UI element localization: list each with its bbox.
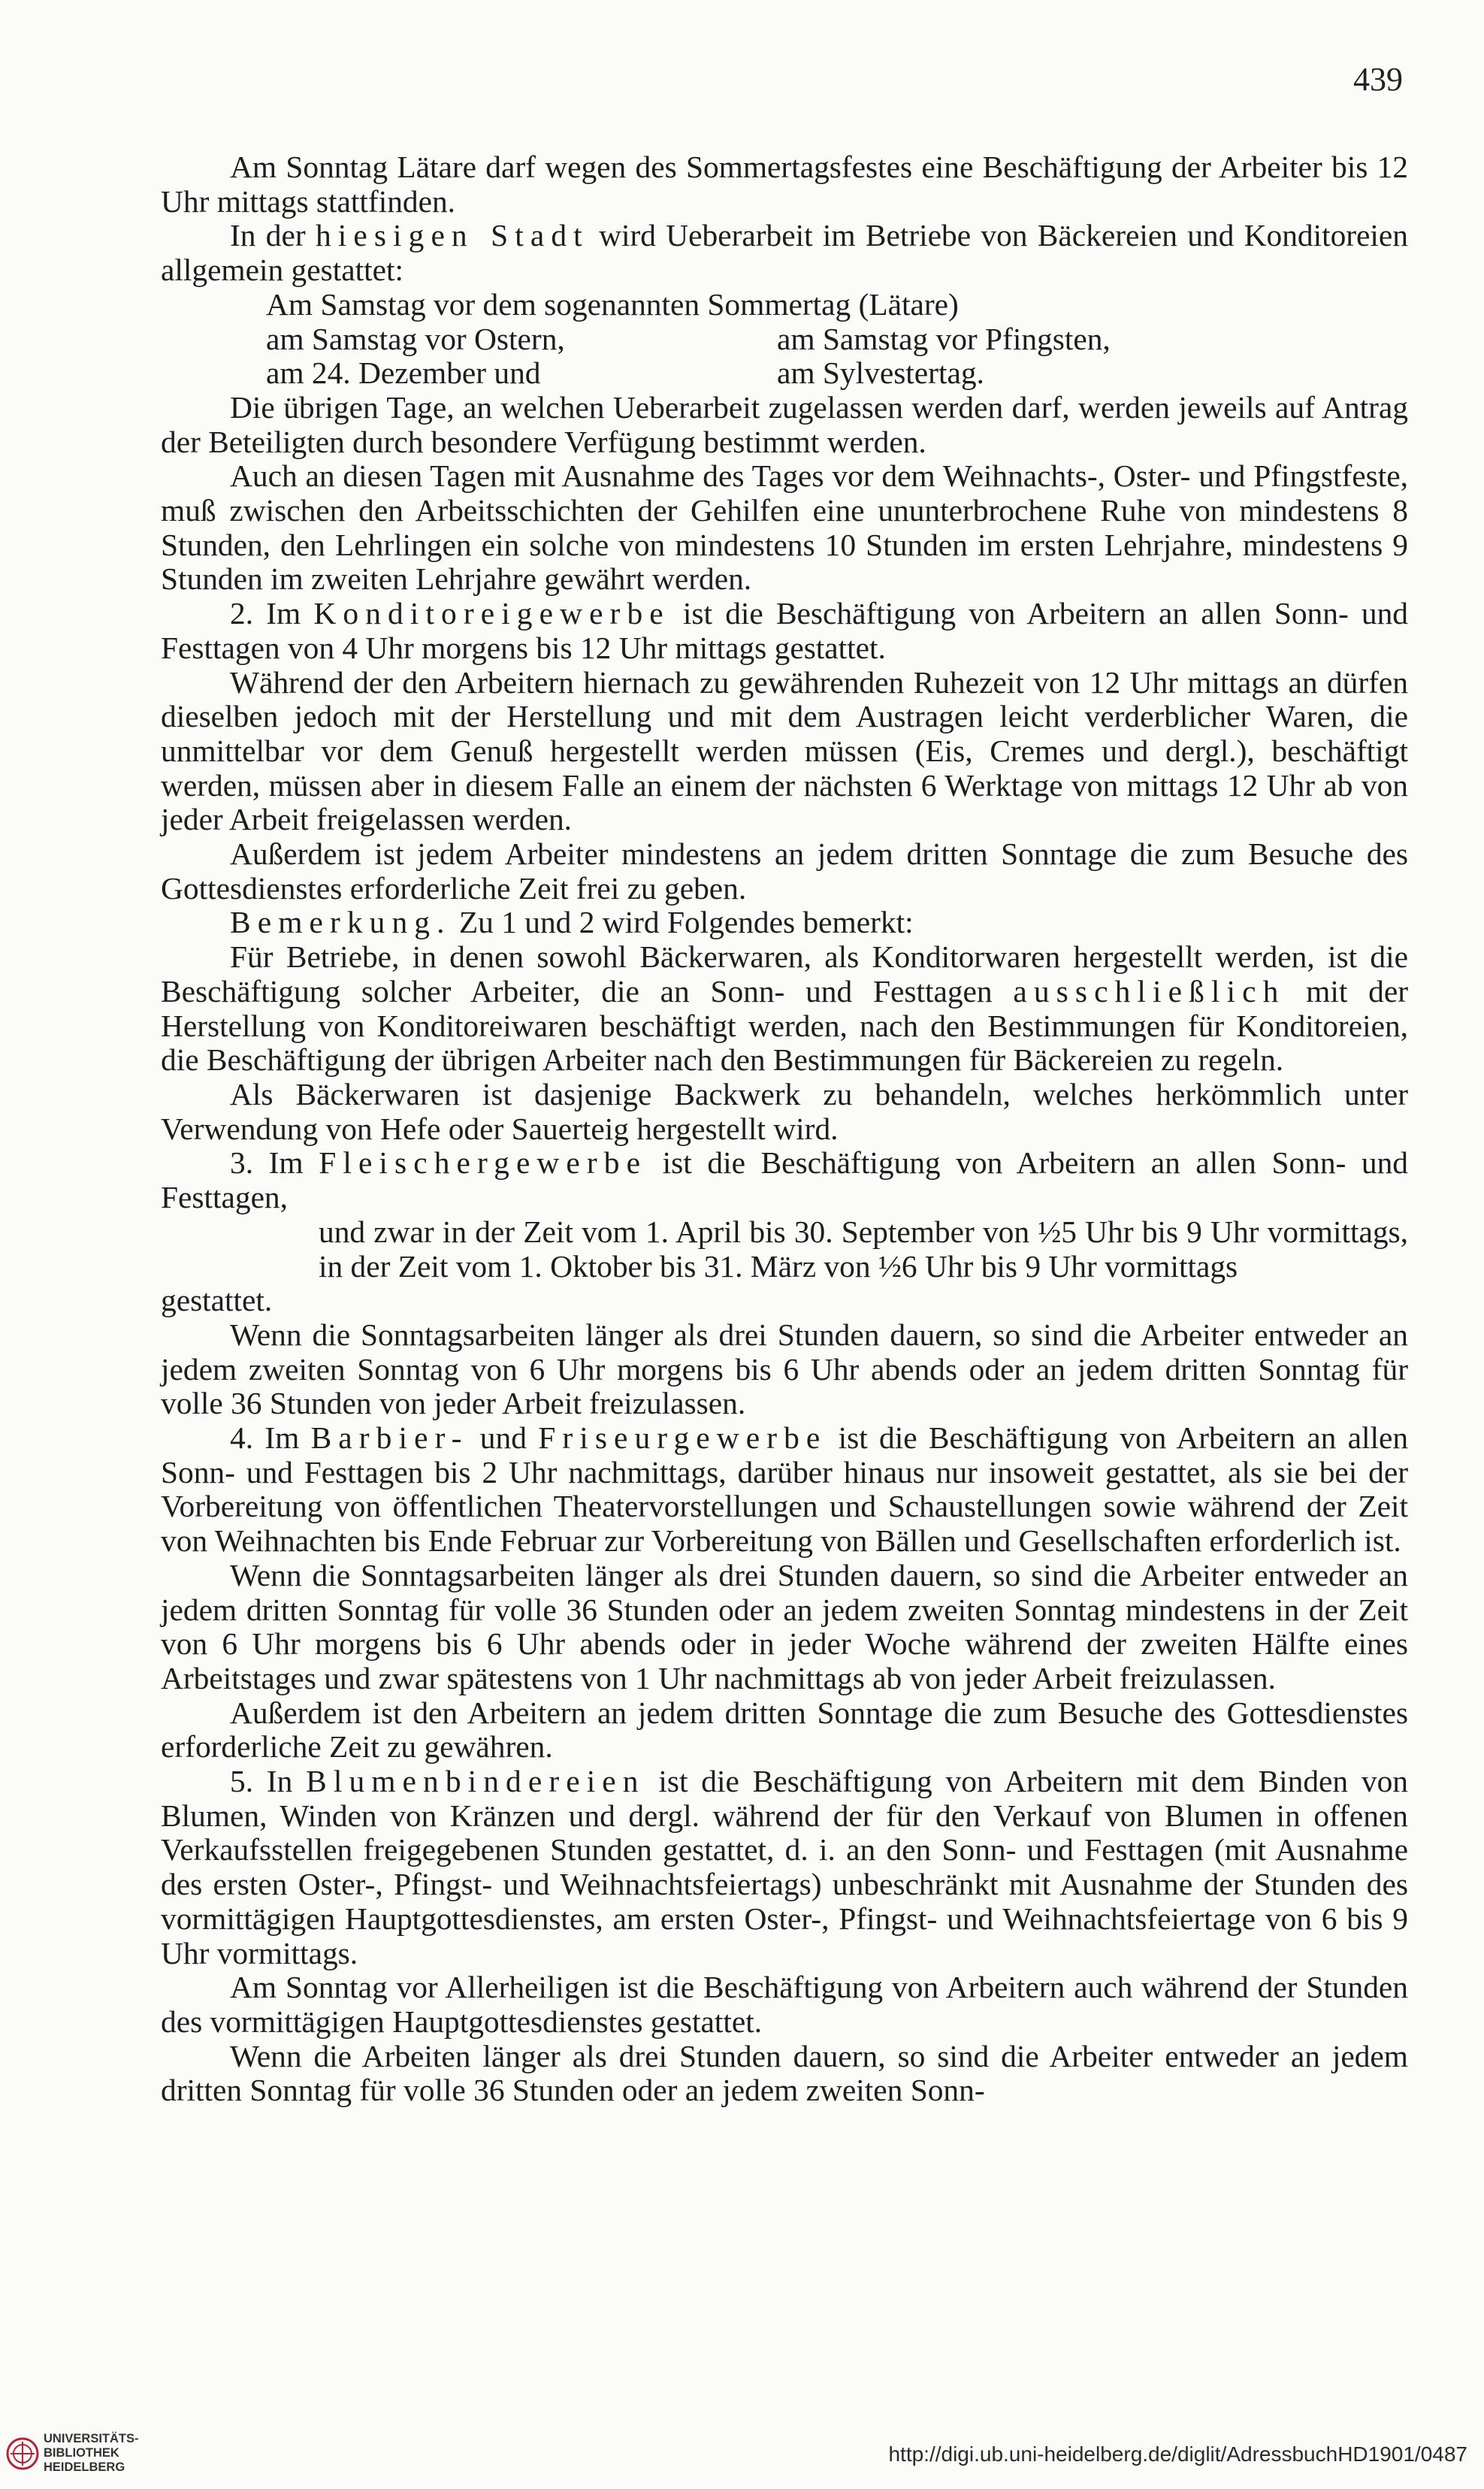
library-name-line: UNIVERSITÄTS- bbox=[44, 2432, 139, 2445]
spaced-term-konditoreigewerbe: Konditoreigewerbe bbox=[313, 596, 670, 631]
text-run: Zu 1 und 2 wird Folgendes bemerkt: bbox=[451, 905, 914, 940]
text-run: ist die Beschäftigung von Arbeitern an allen Sonn- und Festtagen bis 2 Uhr nachmittags, darüber hinaus nur insoweit gestattet, als sie bei der Vorbereitung von öffentlichen Theatervorstellungen und Schaustellungen sowie während der Zeit von Weihnachten bis Ende Februar zur Vorbereitung von Bällen und Gesellschaften erforderlich ist. bbox=[161, 1420, 1409, 1559]
library-name-line: BIBLIOTHEK bbox=[44, 2446, 119, 2460]
paragraph-arbeiten-laenger: Wenn die Arbeiten länger als drei Stunden dauern, so sind die Arbeiter entweder an jedem dritten Sonntag für volle 36 Stunden oder an jedem zweiten Sonn- bbox=[161, 2038, 1408, 2108]
paragraph-hiesige-stadt bbox=[161, 219, 1408, 287]
paragraph-fleischergewerbe bbox=[161, 1146, 1408, 1214]
text-run: ist die Beschäftigung von Arbeitern an allen Sonn- und Festtagen von 4 Uhr morgens bis 12 Uhr mittags gestattet. bbox=[161, 596, 1408, 665]
list-cell-sylvester: am Sylvestertag. bbox=[777, 355, 984, 391]
spaced-term-friseurgewerbe: Friseurgewerbe bbox=[538, 1420, 827, 1456]
page-number: 439 bbox=[1353, 61, 1403, 98]
paragraph-bemerkung bbox=[161, 906, 1408, 940]
library-name bbox=[44, 2432, 139, 2475]
spaced-term-ausschliesslich: ausschließlich bbox=[1013, 973, 1286, 1009]
spaced-term-bemerkung: Bemerkung. bbox=[230, 905, 452, 940]
paragraph-sonntagsarbeiten-friseur: Wenn die Sonntagsarbeiten länger als drei Stunden dauern, so sind die Arbeiter entweder an jedem dritten Sonntag für volle 36 Stunden oder an jedem zweiten Sonntag mindestens in der Zeit von 6 Uhr morgens bis 6 Uhr abends oder in jeder Woche während der zweiten Hälfte eines Arbeitstages und zwar spätestens von 1 Uhr nachmittags ab von jeder Arbeit freizulassen. bbox=[161, 1557, 1408, 1695]
spaced-term-blumenbindereien: Blumenbindereien bbox=[306, 1764, 645, 1799]
paragraph-gottesdienst-konditor: Außerdem ist jedem Arbeiter mindestens an jedem dritten Sonntage die zum Besuche des Gottesdienstes erforderliche Zeit frei zu geben. bbox=[161, 836, 1408, 906]
library-logo bbox=[6, 2432, 139, 2475]
spaced-term-hiesigen-stadt: hiesigen Stadt bbox=[315, 218, 589, 253]
paragraph-blumenbindereien bbox=[161, 1765, 1408, 1970]
list-cell-dezember: am 24. Dezember und bbox=[266, 355, 541, 391]
text-run: mit der Herstellung von Konditoreiwaren beschäftigt werden, nach den Bestimmungen für Konditoreien, die Beschäftigung der übrigen Arbeiter nach den Bestimmungen für Bäckereien zu regeln. bbox=[161, 973, 1408, 1078]
text-run: ist die Beschäftigung von Arbeitern an allen Sonn- und Festtagen, bbox=[161, 1145, 1409, 1215]
spaced-term-barbier: Barbier- bbox=[310, 1420, 469, 1456]
list-line-dezember-sylvester bbox=[161, 356, 1408, 391]
list-cell-pfingsten: am Samstag vor Pfingsten, bbox=[777, 321, 1111, 356]
paragraph-barbier-friseur bbox=[161, 1421, 1408, 1559]
heidelberg-seal-icon bbox=[6, 2437, 39, 2470]
paragraph-uebrige-tage: Die übrigen Tage, an welchen Ueberarbeit zugelassen werden darf, werden jeweils auf Antrag der Beteiligten durch besondere Verfügung bestimmt werden. bbox=[161, 389, 1408, 459]
paragraph-gemischte-betriebe bbox=[161, 940, 1408, 1078]
text-run: 3. Im bbox=[230, 1145, 319, 1181]
paragraph-sonntagsarbeiten-fleischer: Wenn die Sonntagsarbeiten länger als drei Stunden dauern, so sind die Arbeiter entweder an jedem zweiten Sonntag von 6 Uhr morgens bis 6 Uhr abends oder an jedem dritten Sonntag für volle 36 Stunden von jeder Arbeit freizulassen. bbox=[161, 1317, 1408, 1421]
footer-bar bbox=[0, 2426, 1484, 2489]
text-run: ist die Beschäftigung von Arbeitern mit dem Binden von Blumen, Winden von Kränzen und dergl. während der für den Verkauf von Blumen in offenen Verkaufsstellen freigegebenen Stunden gestattet, d. i. an den Sonn- und Festtagen (mit Ausnahme des ersten Oster-, Pfingst- und Weihnachtsfeiertags) unbeschränkt mit Ausnahme der Stunden des vormittägigen Hauptgottesdienstes, am ersten Oster-, Pfingst- und Weihnachtsfeiertage von 6 bis 9 Uhr vormittags. bbox=[161, 1764, 1409, 1970]
paragraph-allerheiligen: Am Sonntag vor Allerheiligen ist die Beschäftigung von Arbeitern auch während der Stunden des vormittägigen Hauptgottesdienstes gestattet. bbox=[161, 1970, 1408, 2039]
indented-block-zeiten: und zwar in der Zeit vom 1. April bis 30. September von ½5 Uhr bis 9 Uhr vormittags, in der Zeit vom 1. Oktober bis 31. März von ½6 Uhr bis 9 Uhr vormittags bbox=[319, 1214, 1408, 1284]
body-text bbox=[161, 150, 1408, 2108]
paragraph-baeckerwaren: Als Bäckerwaren ist dasjenige Backwerk zu behandeln, welches herkömmlich unter Verwendung von Hefe oder Sauerteig hergestellt wird. bbox=[161, 1076, 1408, 1146]
list-line-ostern-pfingsten bbox=[161, 322, 1408, 357]
paragraph-gestattet: gestattet. bbox=[161, 1283, 273, 1318]
source-url-link[interactable]: http://digi.ub.uni-heidelberg.de/diglit/AdressbuchHD1901/0487 bbox=[888, 2442, 1467, 2466]
paragraph-verderbliche-waren: Während der den Arbeitern hiernach zu gewährenden Ruhezeit von 12 Uhr mittags an dürfen dieselben jedoch mit der Herstellung und mit dem Austragen leicht verderblicher Waren, die unmittelbar vor dem Genuß hergestellt werden müssen (Eis, Cremes und dergl.), beschäftigt werden, müssen aber in diesem Falle an einem der nächsten 6 Werktage von mittags 12 Uhr ab von jeder Arbeit freigelassen werden. bbox=[161, 664, 1408, 837]
paragraph-laetare: Am Sonntag Lätare darf wegen des Sommertagsfestes eine Beschäftigung der Arbeiter bis 12 Uhr mittags stattfinden. bbox=[161, 150, 1408, 219]
paragraph-konditoreigewerbe bbox=[161, 597, 1408, 665]
text-run: Für Betriebe, in denen sowohl Bäckerwaren, als Konditorwaren hergestellt werden, ist die Beschäftigung solcher Arbeiter, die an Sonn- und Festtagen bbox=[161, 939, 1408, 1009]
text-run: 5. In bbox=[230, 1764, 307, 1799]
text-run: In der bbox=[230, 218, 316, 253]
text-run: und bbox=[468, 1420, 539, 1456]
paragraph-gottesdienst-friseur: Außerdem ist den Arbeitern an jedem dritten Sonntage die zum Besuche des Gottesdienstes erforderliche Zeit zu gewähren. bbox=[161, 1695, 1408, 1765]
list-line-sommertag: Am Samstag vor dem sogenannten Sommertag (Lätare) bbox=[266, 286, 959, 322]
text-run: wird Ueberarbeit im Betriebe von Bäckereien und Konditoreien allgemein gestattet: bbox=[161, 218, 1408, 288]
text-run: 4. Im bbox=[230, 1420, 311, 1456]
paragraph-ruhezeit: Auch an diesen Tagen mit Ausnahme des Tages vor dem Weihnachts-, Oster- und Pfingstfeste, muß zwischen den Arbeitsschichten der Gehilfen eine ununterbrochene Ruhe von mindestens 8 Stunden, den Lehrlingen ein solche von mindestens 10 Stunden im ersten Lehrjahre, mindestens 9 Stunden im zweiten Lehrjahre gewährt werden. bbox=[161, 458, 1408, 597]
text-run: 2. Im bbox=[230, 596, 314, 631]
spaced-term-fleischergewerbe: Fleischergewerbe bbox=[319, 1145, 648, 1181]
library-name-line: HEIDELBERG bbox=[44, 2460, 125, 2474]
list-cell-ostern: am Samstag vor Ostern, bbox=[266, 321, 565, 356]
